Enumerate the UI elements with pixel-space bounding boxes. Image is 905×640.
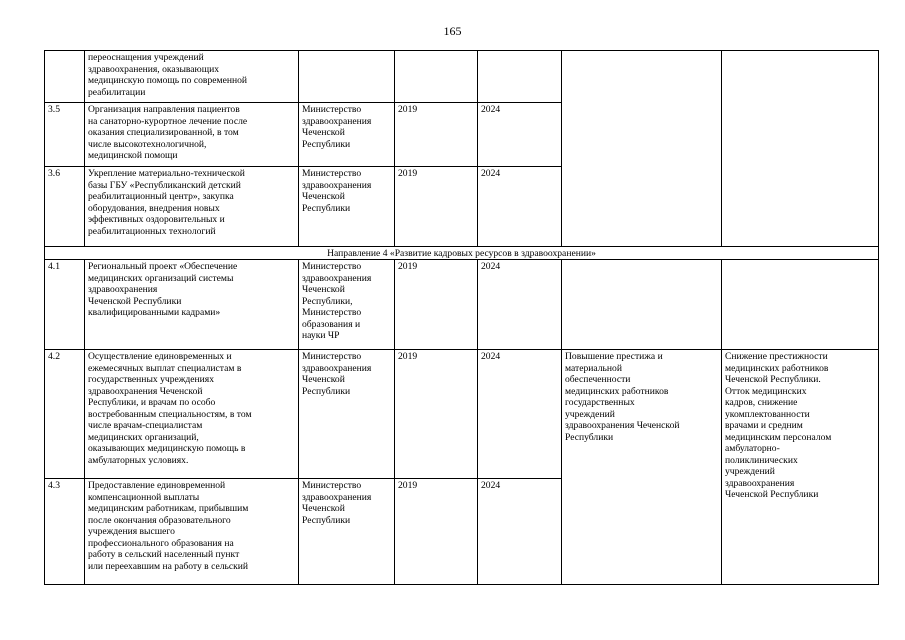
direction-heading: Направление 4 «Развитие кадровых ресурсов в здравоохранении» [45, 247, 879, 260]
row-number: 3.6 [45, 167, 85, 247]
start-year-cell: 2019 [395, 479, 478, 585]
row-number: 4.1 [45, 260, 85, 350]
end-year-cell: 2024 [478, 167, 562, 247]
end-year-cell: 2024 [478, 260, 562, 350]
end-year-cell: 2024 [478, 103, 562, 167]
table-row [45, 350, 879, 479]
end-year-cell [478, 51, 562, 103]
consequence-cell [722, 51, 879, 247]
action-plan-table [44, 50, 879, 585]
executor-cell: Министерство здравоохранения Чеченской Республики [299, 479, 395, 585]
action-cell: Предоставление единовременной компенсационной выплаты медицинским работникам, прибывшим после окончания образовательного учреждения высшего профессионального образования на работу в сельский населенный пункт или переехавшим на работу в сельский [85, 479, 299, 585]
result-cell [562, 51, 722, 247]
row-number: 3.5 [45, 103, 85, 167]
executor-cell: Министерство здравоохранения Чеченской Республики, Министерство образования и науки ЧР [299, 260, 395, 350]
start-year-cell: 2019 [395, 103, 478, 167]
table-row [45, 260, 879, 350]
executor-cell: Министерство здравоохранения Чеченской Республики [299, 103, 395, 167]
start-year-cell: 2019 [395, 167, 478, 247]
executor-cell [299, 51, 395, 103]
result-cell: Повышение престижа и материальной обеспеченности медицинских работников государственных учреждений здравоохранения Чеченской Республики [562, 350, 722, 585]
start-year-cell: 2019 [395, 260, 478, 350]
table-row [45, 51, 879, 103]
executor-cell: Министерство здравоохранения Чеченской Республики [299, 167, 395, 247]
action-cell: Организация направления пациентов на санаторно-курортное лечение после оказания специализированной, в том числе высокотехнологичной, медицинской помощи [85, 103, 299, 167]
page-number: 165 [443, 24, 462, 38]
result-cell [562, 260, 722, 350]
row-number [45, 51, 85, 103]
section-heading-row [45, 247, 879, 260]
action-cell: Осуществление единовременных и ежемесячных выплат специалистам в государственных учреждениях здравоохранения Чеченской Республики, и врачам по особо востребованным специальностям, в том числе врачам-специалистам медицинских организаций, оказывающих медицинскую помощь в амбулаторных условиях. [85, 350, 299, 479]
end-year-cell: 2024 [478, 479, 562, 585]
row-number: 4.3 [45, 479, 85, 585]
start-year-cell [395, 51, 478, 103]
consequence-cell [722, 260, 879, 350]
action-cell: переоснащения учреждений здравоохранения, оказывающих медицинскую помощь по современной реабилитации [85, 51, 299, 103]
executor-cell: Министерство здравоохранения Чеченской Республики [299, 350, 395, 479]
action-cell: Укрепление материально-технической базы ГБУ «Республиканский детский реабилитационный центр», закупка оборудования, внедрения новых эффективных оздоровительных и реабилитационных технологий [85, 167, 299, 247]
end-year-cell: 2024 [478, 350, 562, 479]
row-number: 4.2 [45, 350, 85, 479]
consequence-cell: Снижение престижности медицинских работников Чеченской Республики. Отток медицинских кадров, снижение укомплектованности врачами и средним медицинским персоналом амбулаторно- поликлинических учреждений здравоохранения Чеченской Республики [722, 350, 879, 585]
action-cell: Региональный проект «Обеспечение медицинских организаций системы здравоохранения Чеченской Республики квалифицированными кадрами» [85, 260, 299, 350]
start-year-cell: 2019 [395, 350, 478, 479]
